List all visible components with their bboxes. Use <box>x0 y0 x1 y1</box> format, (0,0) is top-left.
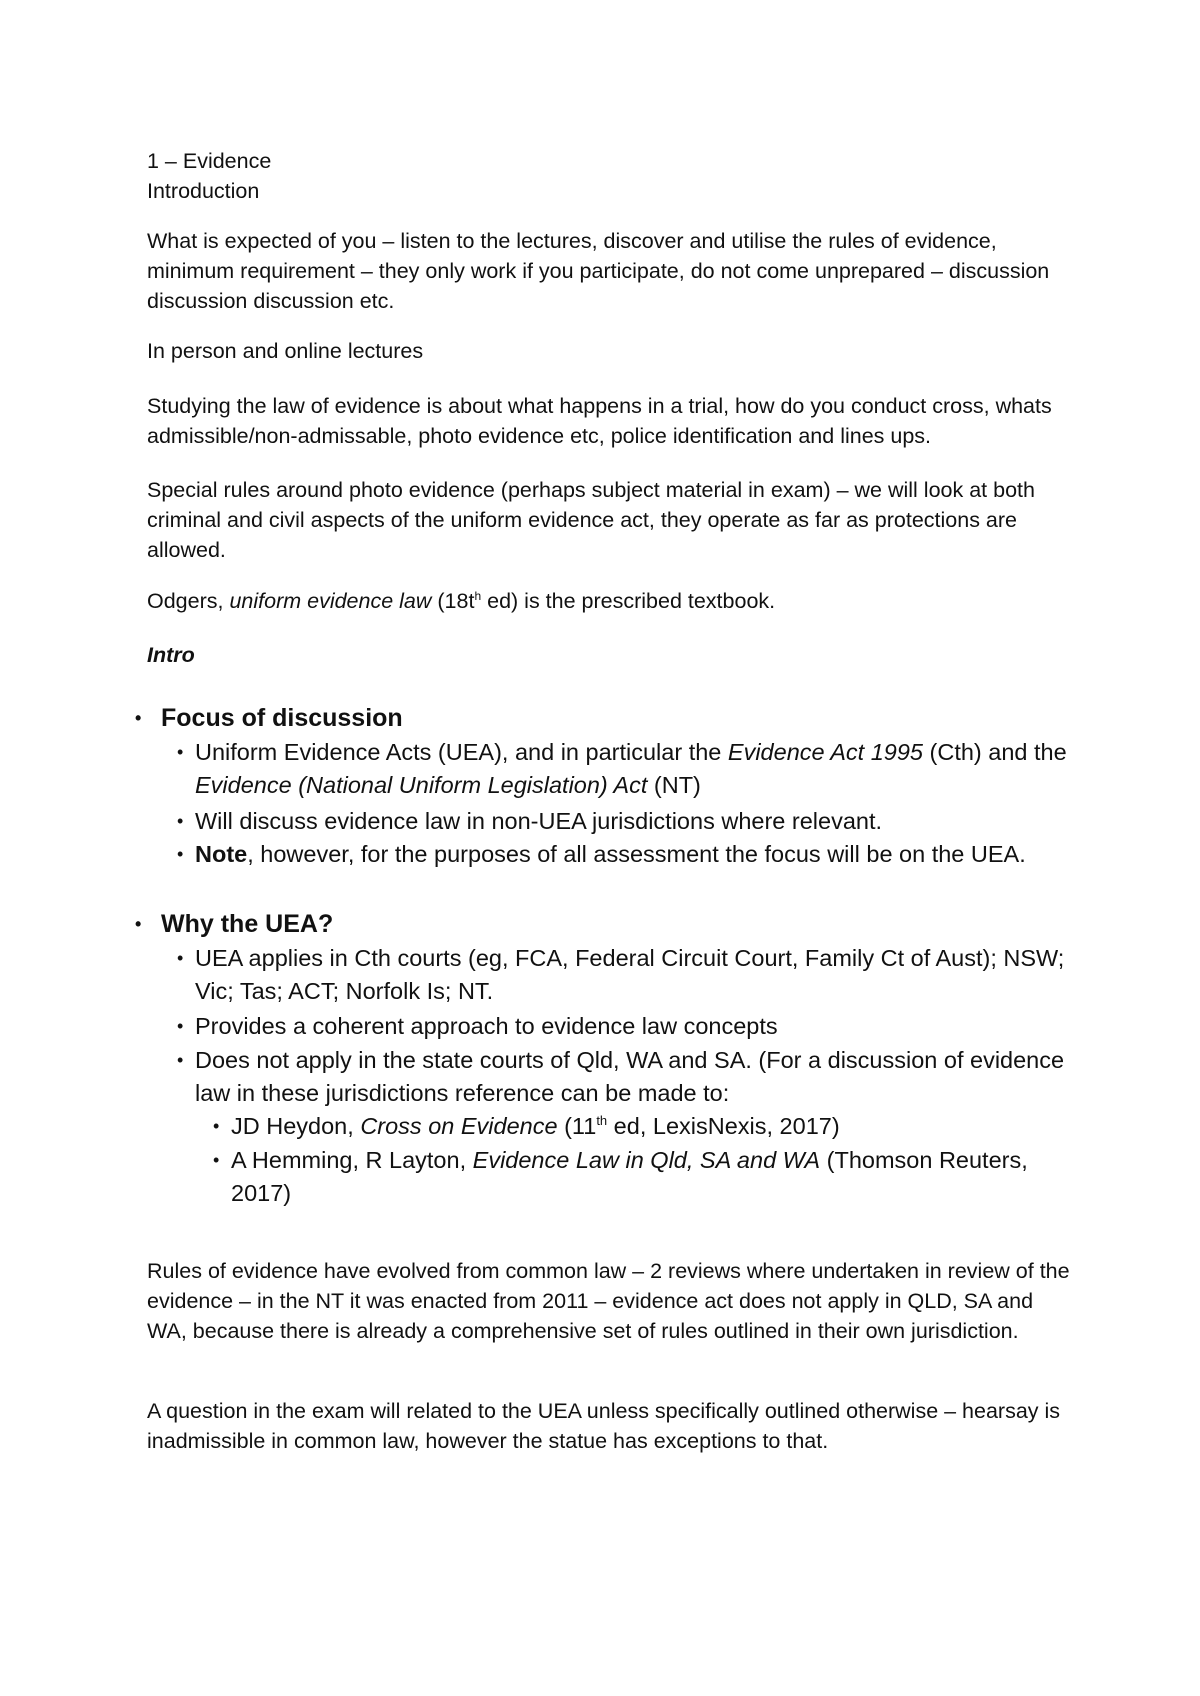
slide-item-not-apply: • Does not apply in the state courts of Qld, WA and SA. (For a discussion of evidence law in these jurisdictions reference can be made to: <box>195 1044 1075 1110</box>
textbook-author: Odgers, <box>147 589 230 613</box>
why-heading: • Why the UEA? <box>135 910 334 938</box>
page-title: 1 – Evidence <box>147 149 272 173</box>
slide-item-non-uea: • Will discuss evidence law in non-UEA jurisdictions where relevant. <box>195 805 1075 838</box>
intro-heading: Intro <box>147 643 195 667</box>
slide-item-note: • Note, however, for the purposes of all assessment the focus will be on the UEA. <box>195 838 1075 871</box>
textbook-edition: (18t <box>431 589 475 613</box>
bullet-icon: • <box>177 1016 184 1036</box>
bullet-icon: • <box>135 914 142 934</box>
paragraph-exam: A question in the exam will related to the UEA unless specifically outlined otherwise – hearsay is inadmissible in common law, however the statue has exceptions to that. <box>147 1399 1061 1453</box>
textbook-title: uniform evidence law <box>229 589 432 613</box>
paragraph-textbook <box>147 586 1077 616</box>
bullet-icon: • <box>177 844 184 864</box>
bullet-icon: • <box>177 1050 184 1070</box>
paragraph-studying: Studying the law of evidence is about what happens in a trial, how do you conduct cross, whats admissible/non-admissable, photo evidence etc, police identification and lines ups. <box>147 394 1052 448</box>
paragraph-rules-evolved: Rules of evidence have evolved from common law – 2 reviews where undertaken in review of the evidence – in the NT it was enacted from 2011 – evidence act does not apply in QLD, SA and WA, because there is already a comprehensive set of rules outlined in their own jurisdiction. <box>147 1259 1070 1343</box>
note-label: Note <box>195 841 248 867</box>
textbook-rest: ed) is the prescribed textbook. <box>481 589 776 613</box>
bullet-icon: • <box>177 948 184 968</box>
ref-title-heydon: Cross on Evidence <box>360 1113 558 1139</box>
bullet-icon: • <box>213 1116 220 1136</box>
bullet-icon: • <box>177 742 184 762</box>
page-subtitle: Introduction <box>147 179 260 203</box>
document-heading <box>147 146 1077 206</box>
slide-item-coherent: • Provides a coherent approach to evidence law concepts <box>195 1010 1075 1043</box>
ref-title-hemming: Evidence Law in Qld, SA and WA <box>472 1147 821 1173</box>
bullet-icon: • <box>135 708 142 728</box>
paragraph-expected: What is expected of you – listen to the lectures, discover and utilise the rules of evidence, minimum requirement – they only work if you participate, do not come unprepared – discussion discussion discussion etc. <box>147 229 1050 313</box>
act-title-2: Evidence (National Uniform Legislation) Act <box>195 772 648 798</box>
textbook-edition-sup: h <box>474 588 482 603</box>
slide-ref-heydon: • JD Heydon, Cross on Evidence (11th ed, LexisNexis, 2017) <box>231 1110 1071 1143</box>
slide-item-uea: • Uniform Evidence Acts (UEA), and in particular the Evidence Act 1995 (Cth) and the Evidence (National Uniform Legislation) Act (NT) <box>195 736 1075 802</box>
act-title-1: Evidence Act 1995 <box>727 739 923 765</box>
focus-heading: • Focus of discussion <box>135 704 403 732</box>
bullet-icon: • <box>213 1150 220 1170</box>
slide-item-applies: • UEA applies in Cth courts (eg, FCA, Federal Circuit Court, Family Ct of Aust); NSW; Vic; Tas; ACT; Norfolk Is; NT. <box>195 942 1075 1008</box>
slide-ref-hemming: • A Hemming, R Layton, Evidence Law in Qld, SA and WA (Thomson Reuters, 2017) <box>231 1144 1071 1210</box>
paragraph-special-rules: Special rules around photo evidence (perhaps subject material in exam) – we will look at both criminal and civil aspects of the uniform evidence act, they operate as far as protections are allowed. <box>147 478 1035 562</box>
paragraph-lectures: In person and online lectures <box>147 339 424 363</box>
bullet-icon: • <box>177 811 184 831</box>
